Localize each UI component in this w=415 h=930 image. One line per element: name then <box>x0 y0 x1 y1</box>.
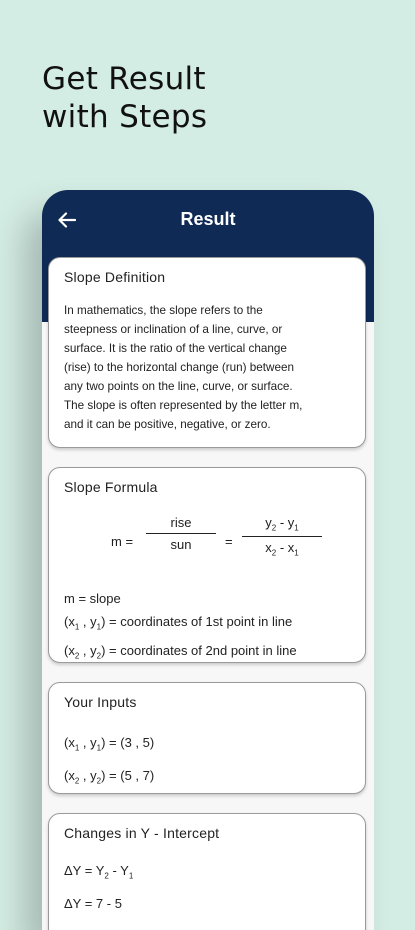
legend-point-2: ($x_2$ , $y_2$) = coordinates of 2nd point in line <box>64 642 297 661</box>
inputs-list <box>64 729 350 794</box>
card-title: Changes in Y - Intercept <box>64 825 220 841</box>
definition-line: steepness or inclination of a line, curve, or <box>64 323 283 336</box>
changes-list <box>64 857 350 917</box>
numerator: $y_2 - y_1$ <box>265 515 299 533</box>
coordinate-fraction <box>242 515 322 557</box>
slope-definition-card <box>48 257 366 448</box>
slope-formula-card <box>48 467 366 663</box>
definition-line: and it can be positive, negative, or zero. <box>64 418 271 431</box>
card-title: Your Inputs <box>64 694 137 710</box>
input-point-1: ($x_1$ , $y_1) = (3$ , 5) <box>64 735 155 753</box>
rise-over-sun-fraction <box>146 515 216 552</box>
headline-line-1: Get Result <box>42 61 206 97</box>
definition-line: any two points on the line, curve, or surface. <box>64 380 293 393</box>
definition-line: In mathematics, the slope refers to the <box>64 304 263 317</box>
card-title: Slope Formula <box>64 479 158 495</box>
definition-line: The slope is often represented by the letter m, <box>64 399 303 412</box>
denominator: $x_2 - x_1$ <box>265 539 299 558</box>
denominator: sun <box>170 537 192 552</box>
numerator: rise <box>170 515 192 530</box>
formula-legend <box>64 587 350 667</box>
formula-equals: = <box>225 534 233 549</box>
headline-line-2: with Steps <box>42 99 208 135</box>
card-title: Slope Definition <box>64 269 166 285</box>
formula-m: m = <box>111 534 134 549</box>
delta-y-formula: $\Delta Y = Y_2 - Y_1$ <box>64 863 134 881</box>
your-inputs-card <box>48 682 366 794</box>
app-bar-title: Result <box>180 209 236 229</box>
legend-slope: m = slope <box>64 591 121 606</box>
input-point-2: ($x_2$ , $y_2) = (5$ , 7) <box>64 767 155 786</box>
definition-text <box>64 301 350 434</box>
changes-in-y-card <box>48 813 366 930</box>
phone-screen <box>42 190 374 930</box>
delta-y-values: ΔY = 7 - 5 <box>64 895 122 911</box>
definition-line: (rise) to the horizontal change (run) between <box>64 361 294 374</box>
definition-line: surface. It is the ratio of the vertical change <box>64 342 287 355</box>
promo-headline <box>42 60 207 136</box>
legend-point-1: ($x_1$ , $y_1$) = coordinates of 1st point in line <box>64 614 293 632</box>
slope-formula <box>64 515 350 575</box>
